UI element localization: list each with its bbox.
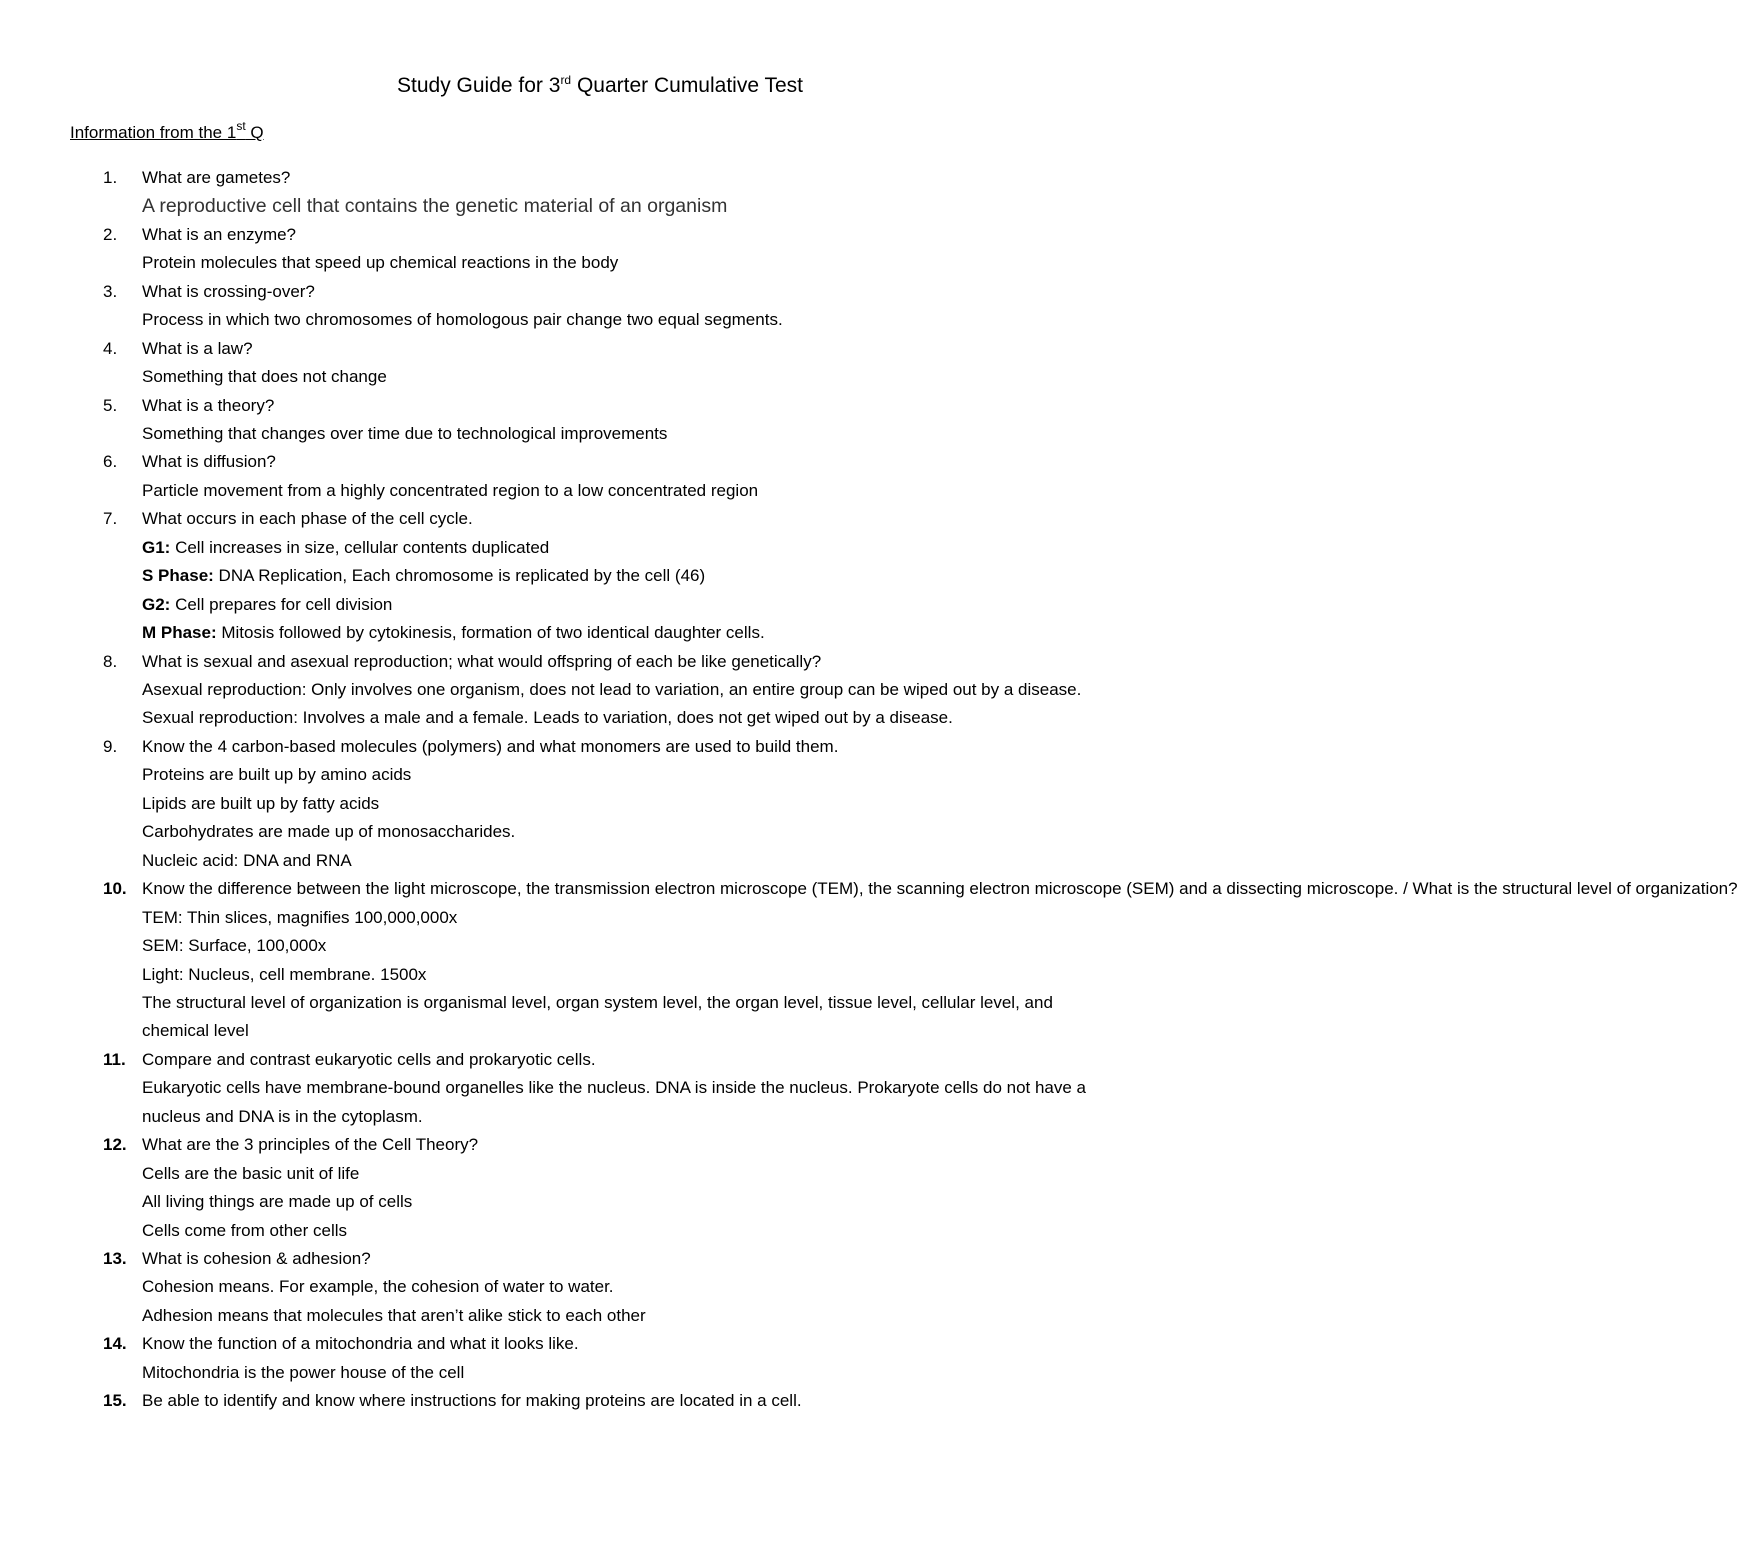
answer-text: Mitochondria is the power house of the cell	[142, 1362, 465, 1382]
question-number: 4.	[103, 338, 118, 358]
phase-answer	[0, 534, 1200, 562]
question-number: 6.	[103, 452, 118, 472]
answer-text: Lipids are built up by fatty acids	[142, 793, 380, 813]
answer-text: Protein molecules that speed up chemical reactions in the body	[142, 253, 619, 273]
question-text: Know the 4 carbon-based molecules (polymers) and what monomers are used to build them.	[142, 736, 839, 756]
answer-text: The structural level of organization is organismal level, organ system level, the organ level, tissue level, cellular level, and chemical level	[142, 992, 1053, 1041]
question-item	[0, 648, 1200, 676]
question-text: What is cohesion & adhesion?	[142, 1249, 371, 1269]
question-text: What is a theory?	[142, 395, 275, 415]
question-item	[0, 278, 1200, 306]
question-text: Be able to identify and know where instructions for making proteins are located in a cell.	[142, 1391, 802, 1411]
phase-answer	[0, 619, 1200, 647]
question-text: What is diffusion?	[142, 452, 276, 472]
question-text: What are the 3 principles of the Cell Theory?	[142, 1135, 479, 1155]
phase-text: Cell prepares for cell division	[170, 594, 393, 614]
question-number: 9.	[103, 736, 118, 756]
question-text: Know the function of a mitochondria and what it looks like.	[142, 1334, 579, 1354]
section-superscript: st	[236, 119, 246, 133]
question-text: Compare and contrast eukaryotic cells and prokaryotic cells.	[142, 1049, 596, 1069]
answer-text: Something that changes over time due to technological improvements	[142, 424, 668, 443]
answer-text: Proteins are built up by amino acids	[142, 765, 412, 785]
question-number: 11.	[103, 1049, 126, 1069]
question-item	[0, 505, 1200, 533]
answer-text: Adhesion means that molecules that aren’t alike stick to each other	[142, 1305, 646, 1325]
phase-answer	[0, 591, 1200, 619]
title-text-end: Quarter Cumulative Test	[571, 74, 803, 97]
answer-text: Carbohydrates are made up of monosaccharides.	[142, 822, 516, 842]
question-item	[0, 392, 1200, 420]
phase-label: G2:	[142, 594, 171, 614]
question-item	[0, 733, 1200, 761]
answer-text: All living things are made up of cells	[142, 1192, 413, 1212]
question-text: What is crossing-over?	[142, 281, 315, 301]
answer-text: Cohesion means. For example, the cohesion of water to water.	[142, 1277, 614, 1297]
question-list	[0, 164, 1738, 1416]
question-number: 1.	[103, 168, 118, 187]
question-item	[0, 1245, 1200, 1273]
question-number: 7.	[103, 509, 118, 529]
title-text: Study Guide for 3	[397, 74, 561, 97]
answer-text: Something that does not change	[142, 367, 387, 387]
title-superscript: rd	[560, 73, 572, 87]
answer-text: SEM: Surface, 100,000x	[142, 936, 327, 956]
question-item	[0, 448, 1200, 476]
question-number: 8.	[103, 651, 118, 671]
section-text: Information from the 1	[70, 123, 237, 142]
question-text: What are gametes?	[142, 168, 291, 187]
phase-label: M Phase:	[142, 623, 217, 643]
question-item	[0, 164, 1200, 192]
question-item	[0, 335, 1200, 363]
question-number: 3.	[103, 281, 118, 301]
page-title	[0, 72, 1200, 100]
question-item	[0, 1046, 1200, 1074]
question-number: 15.	[103, 1391, 127, 1411]
answer-text: Nucleic acid: DNA and RNA	[142, 850, 352, 870]
question-item	[0, 1131, 1200, 1159]
answer-text: Cells come from other cells	[142, 1220, 348, 1240]
answer-text: A reproductive cell that contains the genetic material of an organism	[142, 195, 728, 218]
question-item	[0, 221, 1200, 249]
question-text: What is sexual and asexual reproduction; what would offspring of each be like genetically?	[142, 651, 822, 671]
answer-text: Cells are the basic unit of life	[142, 1163, 360, 1183]
question-number: 13.	[103, 1249, 127, 1269]
answer-text: Particle movement from a highly concentrated region to a low concentrated region	[142, 480, 759, 500]
question-number: 10.	[103, 879, 127, 899]
question-text: What is a law?	[142, 338, 253, 358]
phase-text: Mitosis followed by cytokinesis, formation of two identical daughter cells.	[216, 623, 765, 643]
answer-text: Process in which two chromosomes of homologous pair change two equal segments.	[142, 310, 783, 330]
section-text-end: Q	[245, 123, 264, 142]
answer-text: Light: Nucleus, cell membrane. 1500x	[142, 964, 427, 984]
phase-label: S Phase:	[142, 566, 214, 586]
question-text: Know the difference between the light microscope, the transmission electron microscope (TEM), the scanning electron microscope (SEM) and a dissecting microscope. / What is the structural level of organization?	[142, 879, 1738, 899]
question-number: 2.	[103, 224, 118, 244]
phase-answer	[0, 562, 1200, 590]
question-item	[0, 1330, 1200, 1358]
phase-text: DNA Replication, Each chromosome is replicated by the cell (46)	[213, 566, 706, 586]
answer-text: TEM: Thin slices, magnifies 100,000,000x	[142, 907, 458, 927]
phase-label: G1:	[142, 537, 171, 557]
answer-text: Asexual reproduction: Only involves one organism, does not lead to variation, an entire group can be wiped out by a disease.	[142, 680, 1082, 700]
question-text: What occurs in each phase of the cell cycle.	[142, 509, 473, 529]
question-number: 5.	[103, 395, 118, 415]
phase-text: Cell increases in size, cellular contents duplicated	[170, 537, 550, 557]
question-item	[0, 1387, 1200, 1415]
question-number: 12.	[103, 1135, 127, 1155]
question-text: What is an enzyme?	[142, 224, 297, 244]
question-item	[0, 875, 1738, 903]
section-heading	[70, 119, 264, 144]
answer-text: Eukaryotic cells have membrane-bound organelles like the nucleus. DNA is inside the nucleus. Prokaryote cells do not have a nucleus and DNA is in the cytoplasm.	[142, 1078, 1087, 1126]
answer-text: Sexual reproduction: Involves a male and a female. Leads to variation, does not get wiped out by a disease.	[142, 708, 953, 728]
question-number: 14.	[103, 1334, 127, 1354]
